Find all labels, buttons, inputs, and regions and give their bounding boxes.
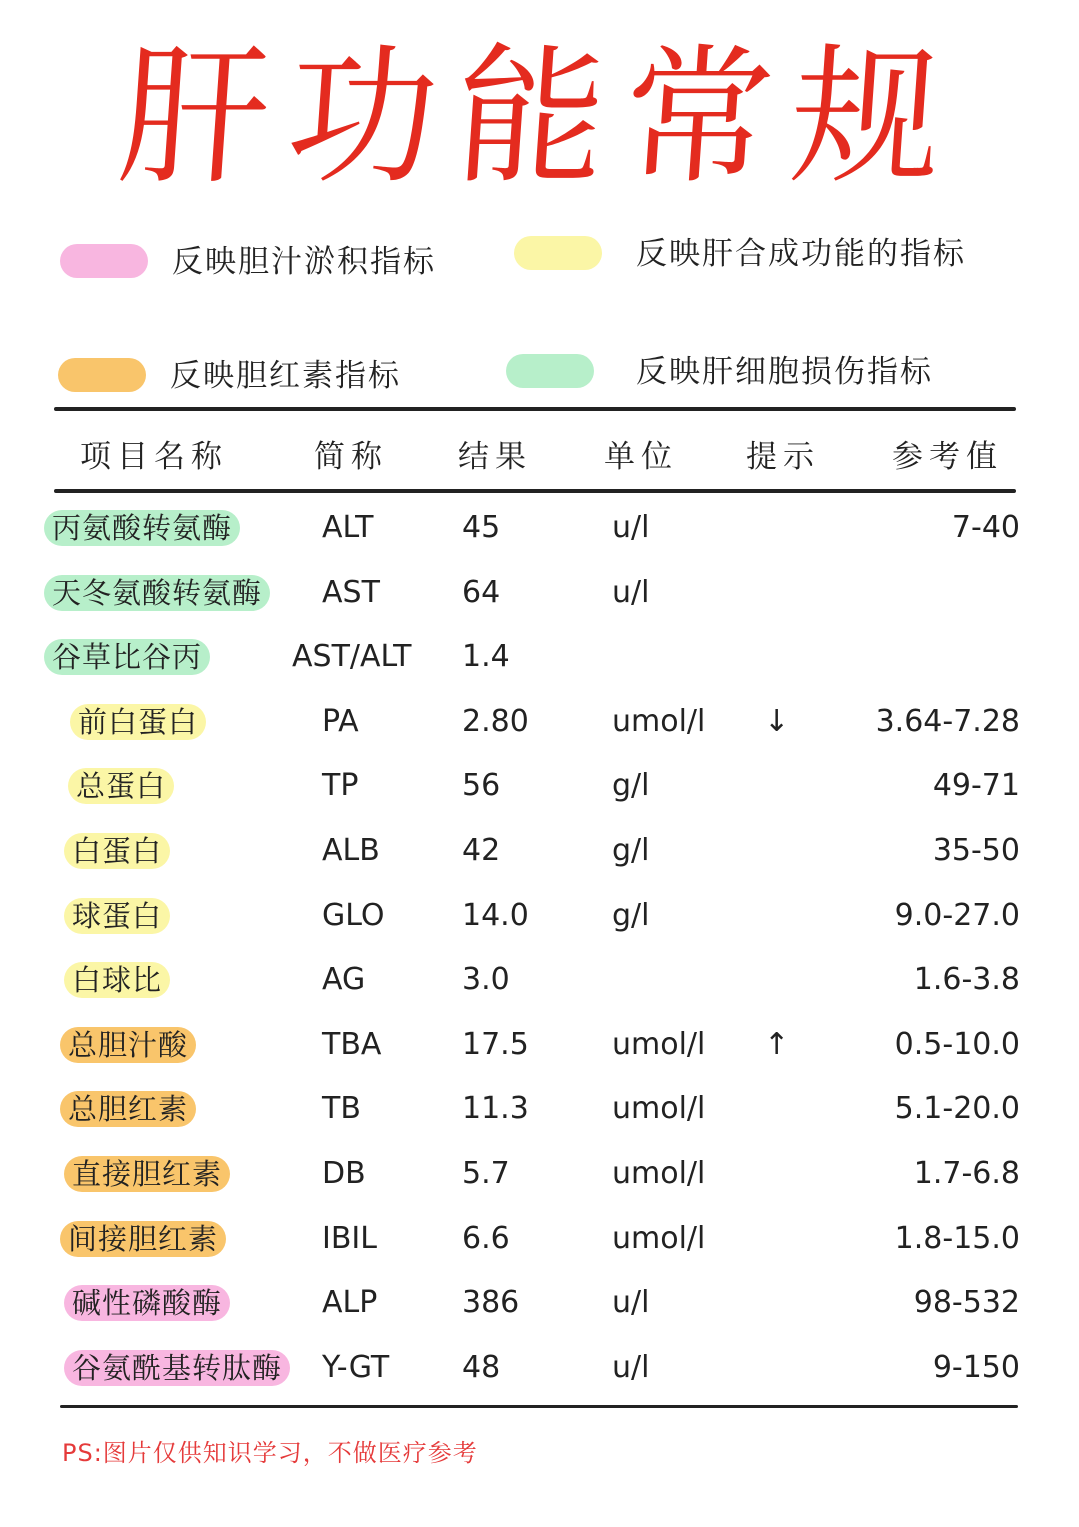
item-name-cell [72,1350,282,1386]
item-name: 丙氨酸转氨酶 [52,511,233,545]
item-name-cell [52,510,232,546]
abbr-cell: GLO [322,897,385,933]
unit-cell: umol/l [612,1091,706,1127]
legend-item-hepatocyte-injury [506,350,1026,394]
abbr-cell: ALP [322,1285,378,1321]
reference-cell: 3.64-7.28 [875,703,1020,739]
item-name: 谷氨酰基转肽酶 [72,1350,283,1385]
reference-cell: 7-40 [951,510,1020,545]
table-row [0,561,1079,625]
reference-cell: 0.5-10.0 [894,1026,1020,1062]
result-cell: 3.0 [462,962,510,998]
abbr-cell: DB [322,1156,366,1191]
abbr-cell: AST/ALT [292,639,412,675]
reference-cell: 9.0-27.0 [894,897,1020,933]
reference-cell: 1.6-3.8 [913,962,1020,998]
item-name-cell [68,1027,188,1063]
result-cell: 2.80 [462,703,529,739]
unit-cell: u/l [612,1285,650,1321]
legend-label: 反映胆汁淤积指标 [172,244,436,280]
abbr-cell: ALB [322,833,380,868]
item-name: 谷草比谷丙 [52,640,203,675]
item-name-cell [72,833,162,869]
abbr-cell: TBA [322,1026,382,1062]
result-cell: 45 [462,510,501,545]
reference-cell: 98-532 [913,1285,1020,1321]
table-row [0,625,1079,689]
page-title: 肝功能常规 [113,31,966,205]
item-name: 总蛋白 [76,769,167,804]
table-row [0,1271,1079,1335]
result-cell: 1.4 [462,639,510,675]
legend-swatch-orange [58,358,146,392]
result-cell: 14.0 [462,897,529,933]
result-cell: 5.7 [462,1156,510,1191]
abbr-cell: TB [322,1091,361,1127]
legend-label: 反映肝合成功能的指标 [636,236,966,272]
reference-cell: 49-71 [932,768,1020,804]
legend-label: 反映胆红素指标 [170,358,401,394]
header-ref: 参考值 [892,439,1003,475]
item-name: 球蛋白 [72,898,163,933]
table-row [0,819,1079,883]
table-row [0,1207,1079,1271]
item-name: 白球比 [72,963,163,998]
legend-swatch-yellow [514,236,602,270]
legend-swatch-pink [60,244,148,278]
reference-cell: 1.7-6.8 [913,1156,1020,1191]
table-row [0,1013,1079,1077]
item-name-cell [68,1091,188,1127]
legend-item-bilirubin [58,354,478,398]
result-cell: 42 [462,833,501,868]
item-name-cell [72,1156,222,1192]
result-cell: 56 [462,768,501,804]
table-row [0,884,1079,948]
unit-cell: g/l [612,768,650,804]
legend-item-synthesis [514,232,1034,276]
reference-cell: 9-150 [932,1349,1020,1385]
unit-cell: umol/l [612,1026,706,1062]
item-name: 间接胆红素 [68,1221,219,1256]
item-name: 前白蛋白 [78,704,199,739]
item-name-cell [72,962,162,998]
unit-cell: umol/l [612,1156,706,1191]
header-abbr: 简称 [314,439,388,475]
unit-cell: umol/l [612,1220,706,1256]
unit-cell: g/l [612,833,650,868]
result-cell: 17.5 [462,1026,529,1062]
abbr-cell: PA [322,703,359,739]
header-name: 项目名称 [80,439,228,475]
item-name: 总胆汁酸 [68,1027,189,1062]
table-row [0,948,1079,1012]
result-cell: 48 [462,1349,501,1385]
abbr-cell: IBIL [322,1220,377,1256]
header-hint: 提示 [746,439,820,475]
top-rule [54,407,1016,411]
result-cell: 386 [462,1285,520,1321]
legend-item-bile-stasis [60,240,480,284]
table-row [0,754,1079,818]
result-cell: 64 [462,574,501,610]
abbr-cell: AST [322,574,380,610]
result-cell: 6.6 [462,1220,510,1256]
table-row [0,1077,1079,1141]
header-result: 结果 [458,439,532,475]
unit-cell: g/l [612,897,650,933]
reference-cell: 35-50 [932,833,1020,868]
abbr-cell: ALT [322,510,374,545]
item-name: 碱性磷酸酶 [72,1286,223,1321]
result-cell: 11.3 [462,1091,529,1127]
item-name-cell [72,898,162,934]
table-row [0,496,1079,560]
hint-cell: ↓ [764,703,790,739]
unit-cell: u/l [612,1349,650,1385]
abbr-cell: Y-GT [322,1349,390,1385]
unit-cell: u/l [612,510,650,545]
item-name-cell [76,768,166,804]
abbr-cell: AG [322,962,366,998]
unit-cell: umol/l [612,703,706,739]
item-name: 直接胆红素 [72,1157,223,1191]
table-row [0,1142,1079,1206]
abbr-cell: TP [322,768,359,804]
item-name-cell [78,704,198,740]
hint-cell: ↑ [764,1026,790,1062]
table-row [0,690,1079,754]
legend-label: 反映肝细胞损伤指标 [636,354,933,390]
reference-cell: 1.8-15.0 [894,1220,1020,1256]
legend-swatch-green [506,354,594,388]
item-name-cell [52,575,262,611]
bottom-rule [60,1405,1018,1408]
item-name: 总胆红素 [68,1092,189,1127]
item-name-cell [72,1285,222,1321]
unit-cell: u/l [612,574,650,610]
table-row [0,1336,1079,1400]
item-name-cell [68,1221,218,1257]
item-name: 白蛋白 [72,834,163,868]
header-rule [54,489,1016,493]
disclaimer-footer: PS:图片仅供知识学习，不做医疗参考 [62,1439,478,1467]
header-unit: 单位 [604,439,678,475]
reference-cell: 5.1-20.0 [894,1091,1020,1127]
item-name-cell [52,639,202,675]
item-name: 天冬氨酸转氨酶 [52,575,263,610]
